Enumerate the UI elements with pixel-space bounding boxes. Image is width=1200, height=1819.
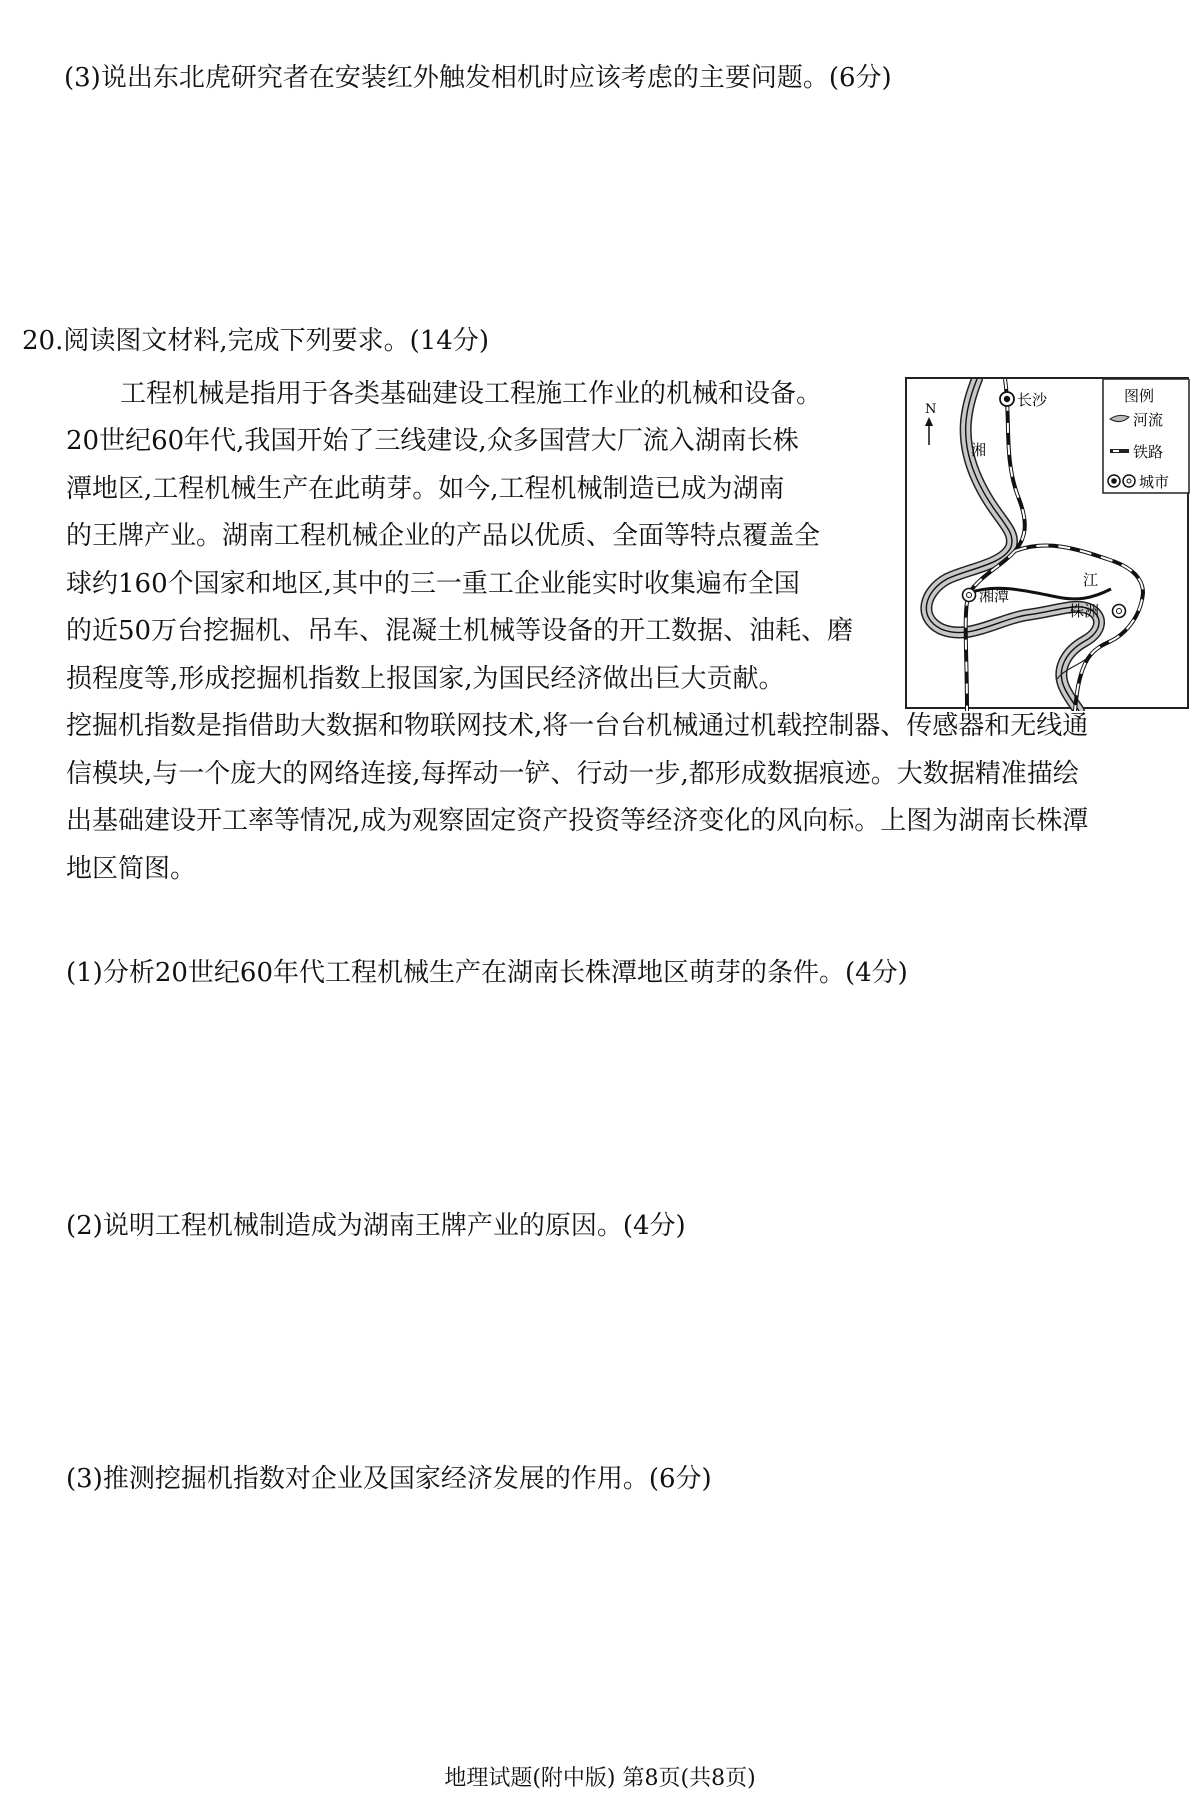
page-footer: 地理试题(附中版) 第8页(共8页) — [444, 1766, 756, 1791]
map-legend — [1103, 379, 1189, 493]
changsha-label: 长沙 — [1017, 391, 1048, 409]
river-label-jiang: 江 — [1083, 571, 1099, 589]
legend-river-label: 河流 — [1133, 411, 1164, 429]
question-20-part-1: (1)分析20世纪60年代工程机械生产在湖南长株潭地区萌芽的条件。(4分) — [66, 958, 908, 988]
city-xiangtan — [963, 587, 1010, 605]
question-20-part-2: (2)说明工程机械制造成为湖南王牌产业的原因。(4分) — [66, 1211, 686, 1241]
zhuzhou-marker-icon — [1113, 605, 1126, 618]
material-line: 工程机械是指用于各类基础建设工程施工作业的机械和设备。 — [120, 379, 823, 409]
material-line: 的王牌产业。湖南工程机械企业的产品以优质、全面等特点覆盖全 — [66, 521, 821, 551]
city-changsha — [1000, 391, 1048, 409]
material-line: 挖掘机指数是指借助大数据和物联网技术,将一台台机械通过机载控制器、传感器和无线通 — [66, 711, 1089, 741]
material-line: 信模块,与一个庞大的网络连接,每挥动一铲、行动一步,都形成数据痕迹。大数据精准描绘 — [66, 759, 1079, 789]
question-20-title: 20.阅读图文材料,完成下列要求。(14分) — [22, 326, 489, 356]
material-line: 的近50万台挖掘机、吊车、混凝土机械等设备的开工数据、油耗、磨 — [66, 616, 854, 646]
xiangtan-marker-icon — [963, 589, 976, 602]
xiang-river — [926, 379, 1099, 711]
city-zhuzhou — [1069, 602, 1126, 620]
material-line: 出基础建设开工率等情况,成为观察固定资产投资等经济变化的风向标。上图为湖南长株潭 — [66, 806, 1089, 836]
material-line: 潭地区,工程机械生产在此萌芽。如今,工程机械制造已成为湖南 — [66, 474, 785, 504]
question-19-part-3: (3)说出东北虎研究者在安装红外触发相机时应该考虑的主要问题。(6分) — [64, 63, 892, 93]
legend-city-label: 城市 — [1139, 473, 1170, 491]
legend-title: 图例 — [1124, 387, 1155, 405]
map-drawing — [907, 379, 1191, 711]
material-line: 20世纪60年代,我国开始了三线建设,众多国营大厂流入湖南长株 — [66, 426, 799, 456]
river-label-xiang: 湘 — [971, 441, 987, 459]
material-line: 损程度等,形成挖掘机指数上报国家,为国民经济做出巨大贡献。 — [66, 664, 785, 694]
changzhutan-map — [905, 377, 1189, 709]
north-label: N — [925, 402, 937, 417]
north-arrow-head-icon — [925, 417, 933, 426]
zhuzhou-label: 株洲 — [1069, 602, 1100, 620]
material-line: 球约160个国家和地区,其中的三一重工企业能实时收集遍布全国 — [66, 569, 800, 599]
xiangtan-label: 湘潭 — [979, 587, 1010, 605]
question-20-part-3: (3)推测挖掘机指数对企业及国家经济发展的作用。(6分) — [66, 1464, 712, 1494]
material-line: 地区简图。 — [66, 854, 197, 884]
legend-railway-label: 铁路 — [1133, 443, 1164, 461]
